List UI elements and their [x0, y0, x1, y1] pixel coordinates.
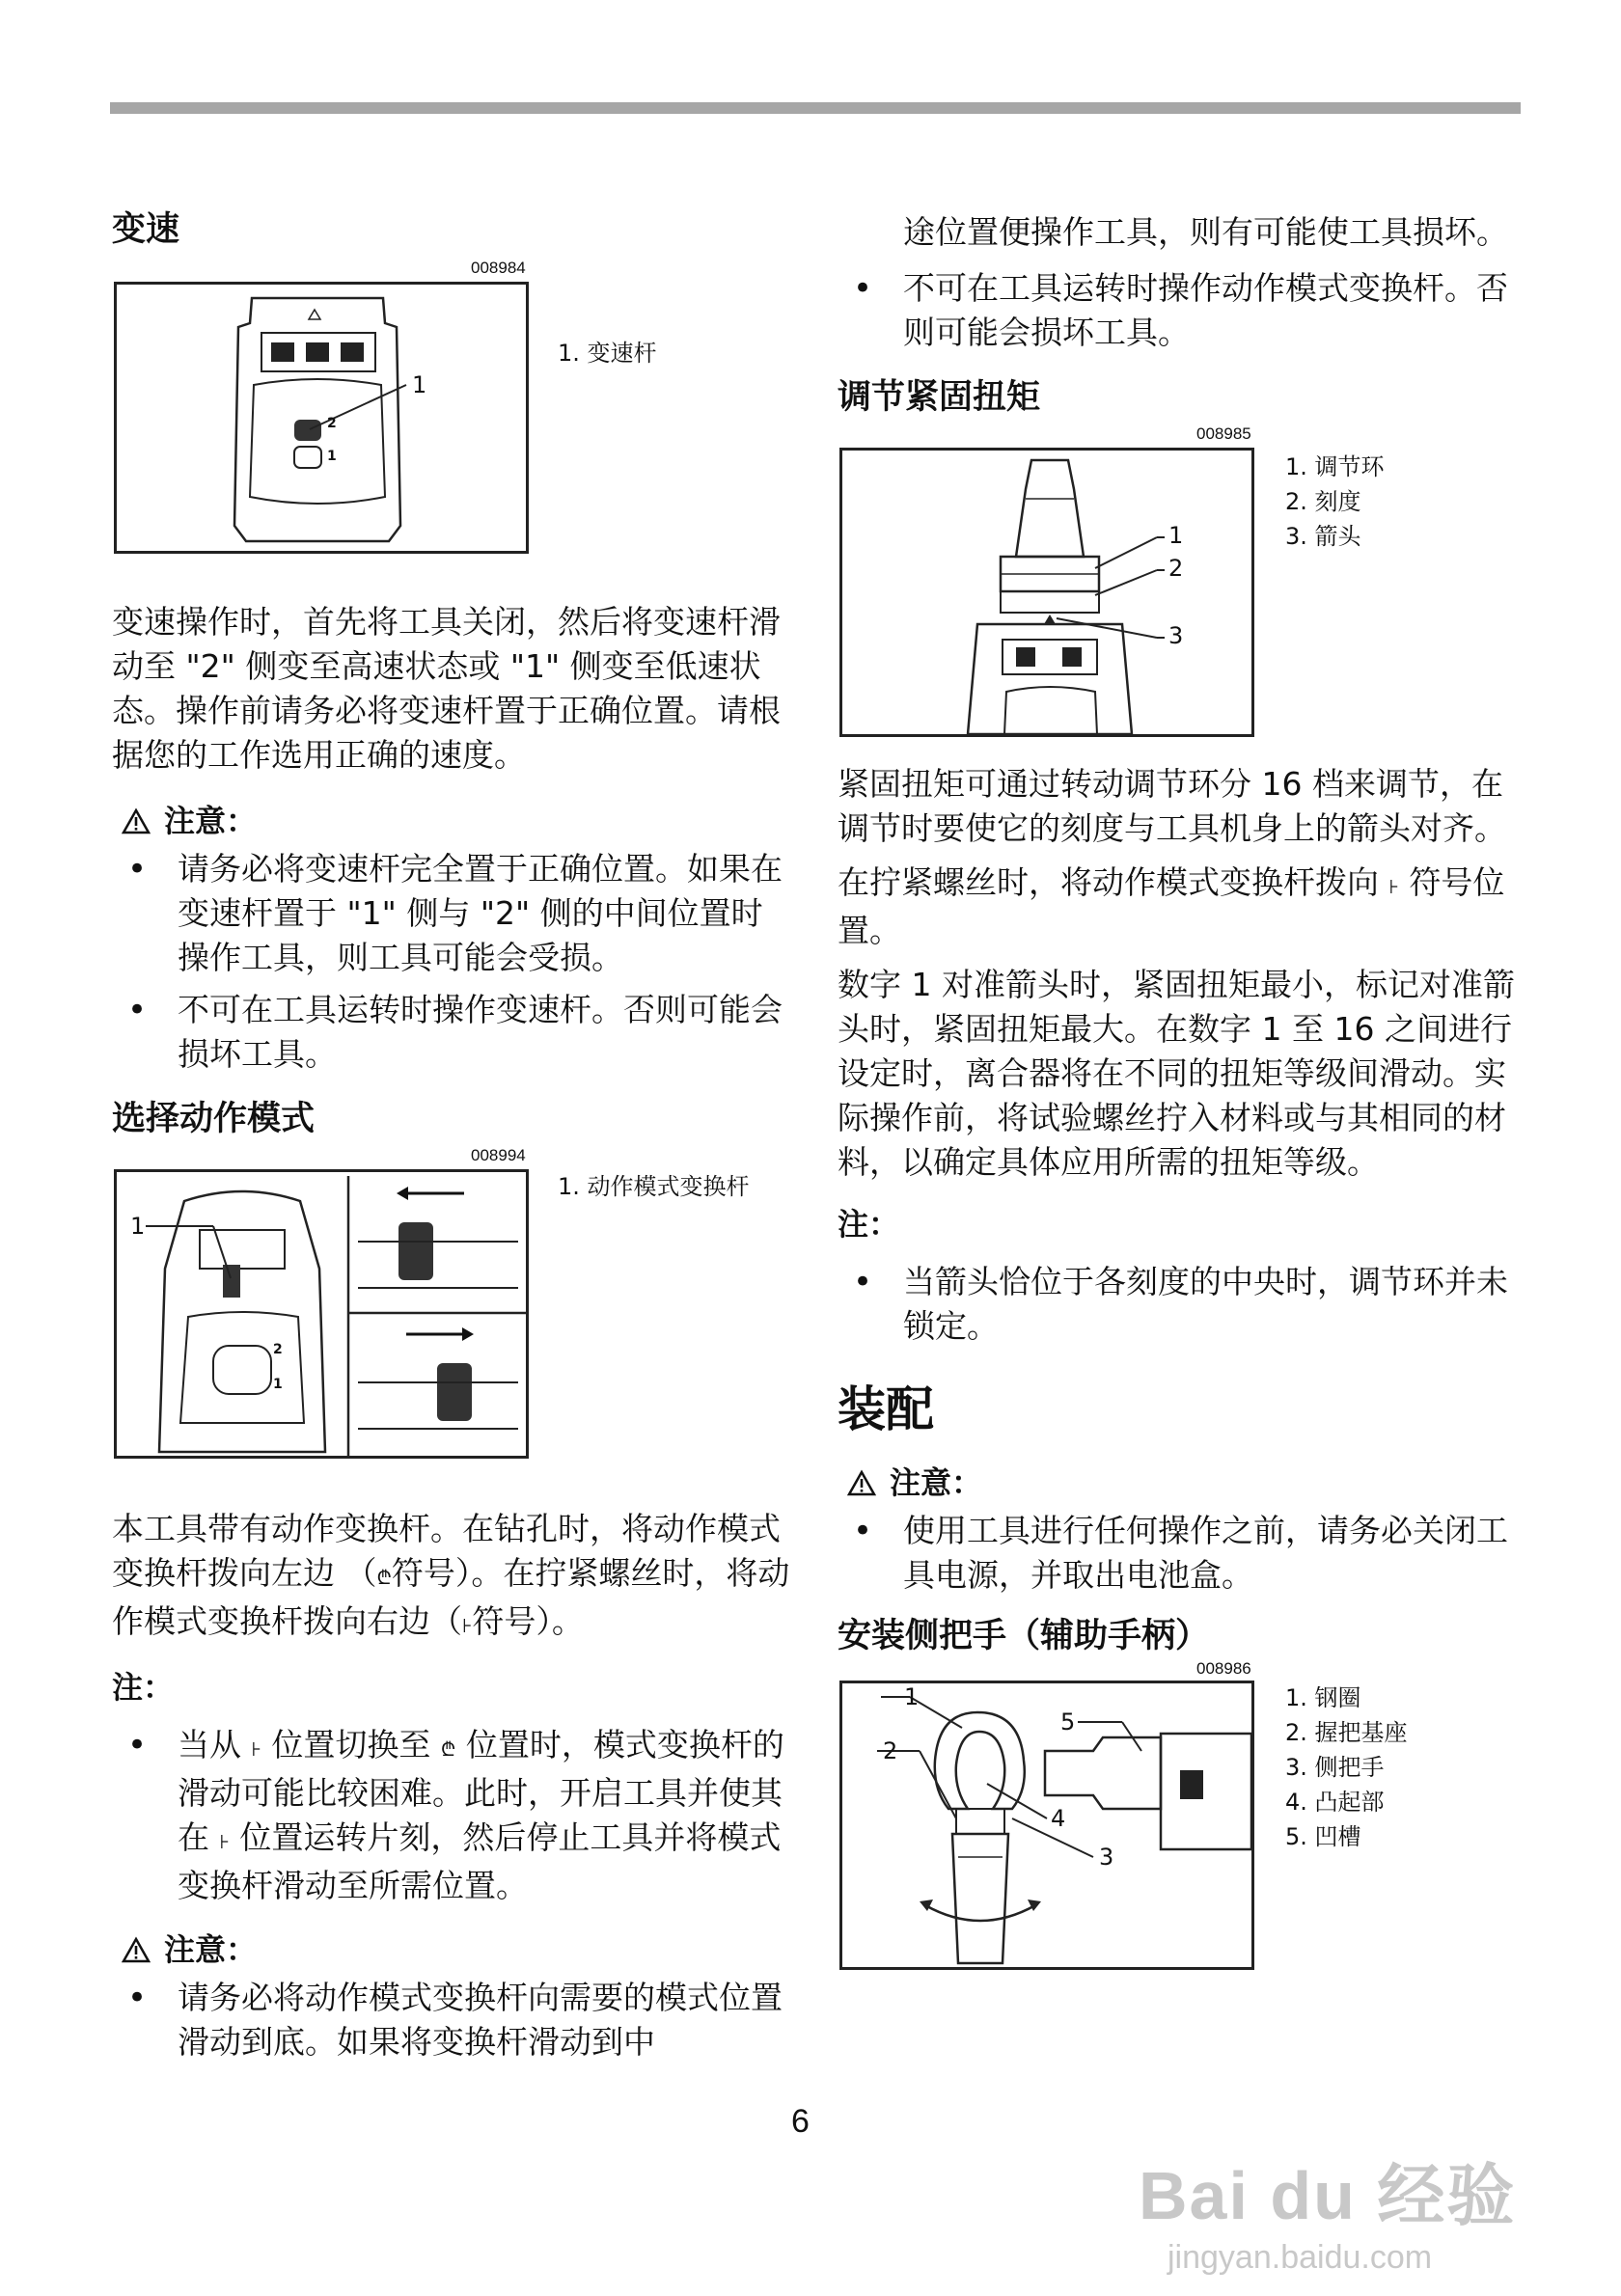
caution-bullet: • 请务必将动作模式变换杆向需要的模式位置滑动到底。如果将变换杆滑动到中: [112, 1976, 792, 2064]
screw-mode-icon: ⊦: [219, 1830, 230, 1853]
legend-item: 1. 钢圈: [1285, 1684, 1361, 1711]
caution-bullet: • 不可在工具运转时操作动作模式变换杆。否则可能会损坏工具。: [838, 266, 1518, 355]
figure-legend: [558, 1169, 750, 1204]
figure-code: 008985: [1196, 424, 1251, 443]
section-title-side-grip: 安装侧把手（辅助手柄）: [838, 1617, 1210, 1655]
section-title-torque: 调节紧固扭矩: [838, 378, 1041, 417]
drill-top-view-illustration: [117, 285, 526, 551]
note-heading: [112, 1665, 792, 1709]
note-heading: [838, 1202, 1518, 1246]
legend-item: 2. 握把基座: [1285, 1719, 1408, 1746]
figure-callout-3: 3: [1168, 622, 1184, 649]
caution-heading: [112, 799, 792, 843]
legend-item: 5. 凹槽: [1285, 1823, 1361, 1850]
note-bullet: • 当箭头恰位于各刻度的中央时，调节环并未锁定。: [838, 1260, 1518, 1349]
torque-body-1: 紧固扭矩可通过转动调节环分 16 档来调节，在调节时要使它的刻度与工具机身上的箭头对齐。: [838, 765, 1506, 847]
note-label: 注：: [112, 1669, 175, 1706]
warning-triangle-icon: [122, 1936, 151, 1963]
legend-item: 1. 变速杆: [558, 340, 657, 367]
figure-mode-select: [112, 1142, 792, 1462]
caution-label: 注意：: [890, 1464, 983, 1501]
section-title-assembly: 装配: [838, 1381, 934, 1437]
drill-mode-illustration: [117, 1172, 526, 1456]
section-title-mode-select: 选择动作模式: [112, 1100, 316, 1138]
caution-label: 注意：: [164, 1931, 258, 1968]
figure-callout-1: 1: [412, 371, 427, 398]
legend-item: 3. 箭头: [1285, 523, 1361, 550]
caution-heading: [838, 1461, 1518, 1505]
speed-change-body: 变速操作时，首先将工具关闭，然后将变速杆滑动至 "2" 侧变至高速状态或 "1" 侧变至低速状态。操作前请务必将变速杆置于正确位置。请根据您的工作选用正确的速度。: [112, 603, 781, 774]
section-title-speed-change: 变速: [112, 210, 180, 249]
screw-mode-icon: ⊦: [251, 1737, 261, 1761]
note-label: 注：: [838, 1206, 900, 1243]
figure-code: 008984: [471, 259, 526, 277]
figure-legend: [1285, 1681, 1408, 1854]
figure-frame: [839, 1681, 1254, 1970]
torque-body-2a: 在拧紧螺丝时，将动作模式变换杆拨向: [838, 863, 1379, 901]
legend-item: 1. 动作模式变换杆: [558, 1173, 750, 1200]
switch-mark-1: 1: [327, 449, 337, 464]
switch-mark-2: 2: [327, 416, 337, 431]
drill-torque-illustration: [842, 451, 1251, 734]
caution-label: 注意：: [164, 803, 258, 839]
figure-code: 008994: [471, 1146, 526, 1164]
figure-frame: [114, 1169, 529, 1459]
figure-callout-1: 1: [130, 1213, 146, 1240]
legend-item: 4. 凸起部: [1285, 1789, 1385, 1816]
caution-bullet: • 不可在工具运转时操作变速杆。否则可能会损坏工具。: [112, 988, 792, 1077]
legend-item: 3. 侧把手: [1285, 1754, 1385, 1781]
mode-body-part-3: 符号）。: [472, 1602, 584, 1640]
figure-frame: [114, 282, 529, 554]
warning-triangle-icon: [847, 1469, 876, 1496]
warning-triangle-icon: [122, 807, 151, 834]
header-rule: [110, 102, 1521, 114]
figure-callout-2: 2: [1168, 555, 1184, 582]
figure-legend: [558, 336, 657, 370]
caution-heading: [112, 1927, 792, 1972]
figure-torque: [838, 421, 1518, 751]
switch-mark-1: 1: [273, 1377, 283, 1392]
screw-mode-icon: ⊦: [462, 1614, 473, 1637]
drill-mode-icon: ₾: [440, 1737, 456, 1761]
figure-code: 008986: [1196, 1659, 1251, 1678]
note-bullet: [112, 1723, 792, 1908]
left-column: [112, 193, 792, 2064]
side-grip-illustration: [842, 1683, 1251, 1967]
figure-callout-1: 1: [904, 1683, 920, 1710]
caution-bullet: • 请务必将变速杆完全置于正确位置。如果在变速杆置于 "1" 侧与 "2" 侧的中间位置时操作工具，则工具可能会受损。: [112, 847, 792, 980]
legend-item: 2. 刻度: [1285, 488, 1361, 515]
mode-body-part-1: 本工具带有动作变换杆。在钻孔时，将动作模式变换杆拨向左边 （: [112, 1510, 781, 1592]
figure-callout-5: 5: [1060, 1708, 1076, 1736]
right-column: [838, 193, 1518, 1974]
continued-bullet: 途位置便操作工具，则有可能使工具损坏。: [903, 213, 1508, 251]
watermark-brand: Bai du 经验: [1139, 2158, 1517, 2233]
page-number: 6: [791, 2103, 810, 2140]
note-part-4: 位置运转片刻，然后停止工具并将模式变换杆滑动至所需位置。: [178, 1818, 782, 1904]
watermark: [1139, 2142, 1544, 2286]
caution-bullet: • 使用工具进行任何操作之前，请务必关闭工具电源，并取出电池盒。: [838, 1509, 1518, 1598]
torque-body-3: 数字 1 对准箭头时，紧固扭矩最小，标记对准箭头时，紧固扭矩最大。在数字 1 至 16 之间进行设定时，离合器将在不同的扭矩等级间滑动。实际操作前，将试验螺丝拧入材料或与其相同的材料，以确定具体应用所需的扭矩等级。: [838, 966, 1515, 1181]
figure-callout-1: 1: [1168, 522, 1184, 549]
figure-legend: [1285, 450, 1385, 554]
note-part-3: 位置时，模式变换杆的滑动可能比较困难。此时，开启工具并使其在: [178, 1726, 784, 1856]
torque-body-2b: 符号位置。: [838, 863, 1505, 949]
drill-mode-icon: ₾: [376, 1566, 392, 1589]
figure-side-grip: [838, 1659, 1518, 1974]
figure-callout-4: 4: [1051, 1805, 1066, 1832]
torque-body-2: [838, 861, 1518, 953]
figure-speed-change: [112, 253, 792, 560]
switch-mark-2: 2: [273, 1342, 283, 1357]
figure-frame: [839, 448, 1254, 737]
mode-body-part-2: 符号）。在拧紧螺丝时，将动作模式变换杆拨向右边（: [112, 1554, 790, 1640]
legend-item: 1. 调节环: [1285, 453, 1385, 480]
note-part-1: 当从: [178, 1726, 241, 1763]
figure-callout-3: 3: [1099, 1844, 1114, 1871]
figure-callout-2: 2: [883, 1737, 898, 1764]
note-part-2: 位置切换至: [271, 1726, 431, 1763]
screw-mode-icon: ⊦: [1388, 875, 1399, 898]
mode-select-body: [112, 1507, 792, 1648]
watermark-url: jingyan.baidu.com: [1168, 2239, 1433, 2276]
